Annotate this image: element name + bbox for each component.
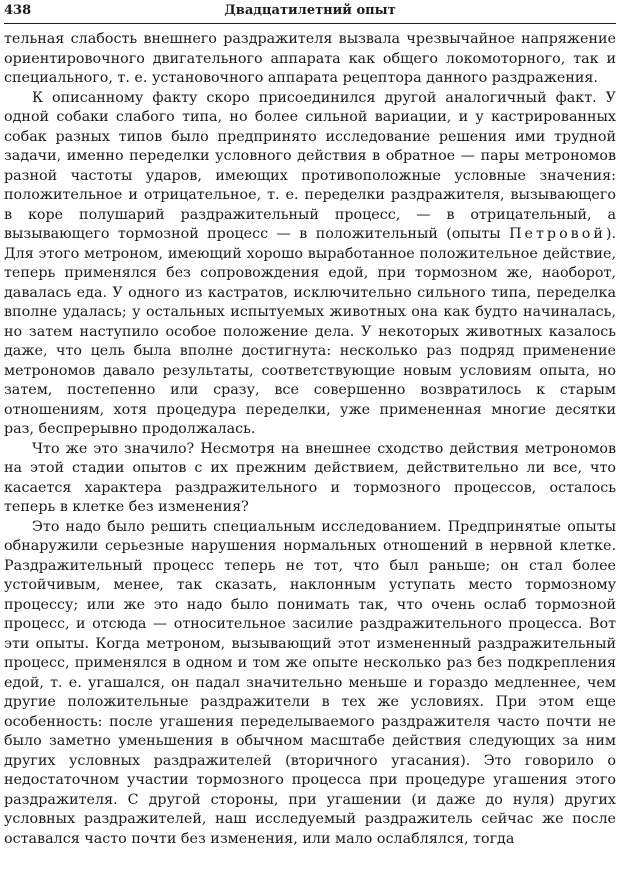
body-text — [4, 30, 616, 849]
page-number: 438 — [4, 3, 32, 18]
page-header — [4, 0, 616, 24]
paragraph-4: Это надо было решить специальным исследованием. Предпринятые опыты обнаружили серьезные нарушения нормальных отношений в нервной клетке. Раздражительный процесс теперь не тот, что был раньше; он стал более устойчивым, менее, так сказать, наклонным уступать место тормозному процессу; или же это надо было понимать так, что очень ослаб тормозной процесс, и отсюда — относительное засилие раздражительного процесса. Вот эти опыты. Когда метроном, вызывающий этот измененный раздражительный процесс, применялся в одном и том же опыте несколько раз без подкрепления едой, т. е. угашался, он падал значительно меньше и гораздо медленнее, чем другие положительные раздражители в тех же условиях. При этом еще особенность: после угашения переделываемого раздражителя часто почти не было заметно уменьшения в обычном масштабе действия следующих за ним других условных раздражителей (вторичного угасания). Это говорило о недостаточном участии тормозного процесса при процедуре угашения этого раздражителя. С другой стороны, при угашении (и даже до нуля) других условных раздражителей, наш исследуемый раздражитель сейчас же после оставался часто почти без изменения, или мало ослаблялся, тогда — [4, 518, 616, 847]
author-name-spaced: Петровой — [509, 226, 606, 242]
paragraph-2-text-before: К описанному факту скоро присоединился другой аналогичный факт. У одной собаки слабого типа, но более сильной вариации, и у кастрированных собак разных типов было предпринято исследование решения ими трудной задачи, именно переделки условного действия в обратное — пары метрономов разной частоты ударов, имеющих противоположные условные значения: положительное и отрицательное, т. е. переделки раздражителя, вызывающего в коре полушарий раздражительный процесс, — в отрицательный, а вызывающего тормозной процесс — в положительный (опыты — [4, 89, 616, 242]
running-title: Двадцатилетний опыт — [224, 3, 396, 18]
paragraph-3: Что же это значило? Несмотря на внешнее сходство действия метрономов на этой стадии опытов с их прежним действием, действительно ли все, что касается характера раздражительного и тормозного процессов, осталось теперь в клетке без изменения? — [4, 440, 616, 515]
paragraph-2-text-after: ). Для этого метроном, имеющий хорошо выработанное положительное действие, теперь применялся без сопровождения едой, при тормозном же, наоборот, давалась еда. У одного из кастратов, исключительно сильного типа, переделка вполне удалась; у остальных испытуемых животных она как будто начиналась, но затем наступило особое положение дела. У некоторых животных казалось даже, что цель была вполне достигнута: несколько раз подряд применение метрономов давало результаты, соответствующие новым условиям опыта, но затем, постепенно или сразу, все совершенно возвратилось к старым отношениям, хотя процедура переделки, уже примененная многие десятки раз, беспрерывно продолжалась. — [4, 226, 616, 437]
paragraph-1: тельная слабость внешнего раздражителя вызвала чрезвычайное напряжение ориентировочного двигательного аппарата как общего локомоторного, так и специального, т. е. установочного аппарата рецептора данного раздражения. — [4, 31, 616, 86]
paragraph-2 — [4, 89, 616, 440]
